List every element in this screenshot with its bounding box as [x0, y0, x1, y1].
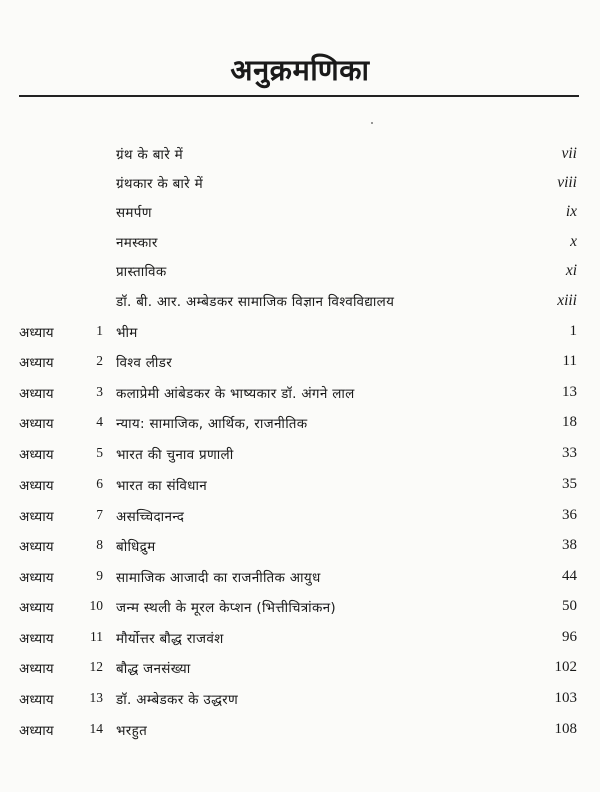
- toc-row-chapter: [0, 659, 600, 685]
- entry-page: xi: [565, 262, 577, 279]
- chapter-number: 6: [96, 476, 103, 491]
- chapter-label: अध्याय: [19, 692, 54, 708]
- entry-title: भारत की चुनाव प्रणाली: [116, 447, 234, 463]
- toc-row-chapter: [0, 568, 600, 594]
- entry-page: 50: [562, 598, 577, 614]
- chapter-number: 3: [96, 384, 103, 399]
- chapter-label: अध्याय: [19, 570, 54, 586]
- entry-page: 102: [554, 659, 577, 675]
- entry-page: 1: [569, 323, 577, 339]
- entry-page: x: [570, 233, 577, 250]
- chapter-label: अध्याय: [19, 355, 54, 371]
- chapter-label: अध्याय: [19, 325, 54, 341]
- entry-title: भीम: [116, 325, 138, 341]
- entry-title: न्याय: सामाजिक, आर्थिक, राजनीतिक: [116, 416, 308, 432]
- toc-row-chapter: [0, 629, 600, 655]
- entry-title: बोधिद्रुम: [116, 539, 156, 555]
- chapter-number: 13: [89, 690, 103, 705]
- chapter-number: 1: [96, 323, 103, 338]
- chapter-label: अध्याय: [19, 416, 54, 432]
- entry-title: प्रास्ताविक: [116, 264, 167, 280]
- entry-page: 44: [562, 568, 577, 584]
- entry-title: असच्चिदानन्द: [116, 509, 185, 525]
- chapter-number: 10: [89, 598, 103, 613]
- chapter-number: 7: [96, 507, 103, 522]
- toc-row-chapter: [0, 445, 600, 471]
- chapter-number: 12: [89, 659, 103, 674]
- toc-row-chapter: [0, 414, 600, 440]
- entry-title: जन्म स्थली के मूरल केप्शन (भित्तीचित्रांकन): [116, 600, 337, 616]
- entry-title: ग्रंथ के बारे में: [116, 147, 183, 163]
- entry-page: 38: [562, 537, 577, 553]
- chapter-number: 11: [90, 629, 103, 644]
- toc-row-chapter: [0, 476, 600, 502]
- toc-row-chapter: [0, 690, 600, 716]
- chapter-number: 4: [96, 414, 103, 429]
- entry-title: भरहुत: [116, 723, 148, 739]
- entry-title: विश्व लीडर: [116, 355, 173, 371]
- toc-row-front: [0, 292, 600, 318]
- chapter-label: अध्याय: [19, 509, 54, 525]
- toc-row-chapter: [0, 353, 600, 379]
- toc-row-chapter: [0, 598, 600, 624]
- entry-page: viii: [557, 174, 577, 191]
- chapter-number: 9: [96, 568, 103, 583]
- toc-row-front: [0, 174, 600, 200]
- title-underline: [19, 95, 579, 97]
- chapter-label: अध्याय: [19, 539, 54, 555]
- page-title: अनुक्रमणिका: [230, 53, 370, 87]
- toc-row-front: [0, 262, 600, 288]
- entry-title: डॉ. अम्बेडकर के उद्धरण: [116, 692, 239, 708]
- toc-row-front: [0, 145, 600, 171]
- entry-title: ग्रंथकार के बारे में: [116, 176, 203, 192]
- chapter-number: 8: [96, 537, 103, 552]
- chapter-label: अध्याय: [19, 386, 54, 402]
- entry-page: 103: [554, 690, 577, 706]
- entry-page: 13: [562, 384, 577, 400]
- toc-row-chapter: [0, 721, 600, 747]
- entry-title: डॉ. बी. आर. अम्बेडकर सामाजिक विज्ञान विश्वविद्यालय: [116, 294, 395, 310]
- entry-title: समर्पण: [116, 205, 152, 221]
- entry-title: सामाजिक आजादी का राजनीतिक आयुध: [116, 570, 321, 586]
- chapter-label: अध्याय: [19, 600, 54, 616]
- entry-page: 35: [562, 476, 577, 492]
- chapter-number: 5: [96, 445, 103, 460]
- entry-page: 96: [562, 629, 577, 645]
- entry-title: नमस्कार: [116, 235, 158, 251]
- entry-title: भारत का संविधान: [116, 478, 208, 494]
- paper-speck: [371, 122, 373, 124]
- toc-row-chapter: [0, 323, 600, 349]
- entry-title: बौद्ध जनसंख्या: [116, 661, 191, 677]
- entry-title: कलाप्रेमी आंबेडकर के भाष्यकार डॉ. अंगने लाल: [116, 386, 355, 402]
- entry-page: 18: [562, 414, 577, 430]
- toc-row-front: [0, 233, 600, 259]
- entry-page: xiii: [557, 292, 577, 309]
- toc-row-chapter: [0, 384, 600, 410]
- toc-row-chapter: [0, 537, 600, 563]
- chapter-number: 2: [96, 353, 103, 368]
- entry-page: 36: [562, 507, 577, 523]
- chapter-number: 14: [89, 721, 103, 736]
- entry-page: vii: [561, 145, 577, 162]
- chapter-label: अध्याय: [19, 723, 54, 739]
- chapter-label: अध्याय: [19, 631, 54, 647]
- entry-page: ix: [565, 203, 577, 220]
- chapter-label: अध्याय: [19, 478, 54, 494]
- entry-page: 108: [554, 721, 577, 737]
- entry-title: मौर्योत्तर बौद्ध राजवंश: [116, 631, 224, 647]
- chapter-label: अध्याय: [19, 661, 54, 677]
- chapter-label: अध्याय: [19, 447, 54, 463]
- entry-page: 33: [562, 445, 577, 461]
- entry-page: 11: [562, 353, 577, 369]
- toc-row-front: [0, 203, 600, 229]
- toc-row-chapter: [0, 507, 600, 533]
